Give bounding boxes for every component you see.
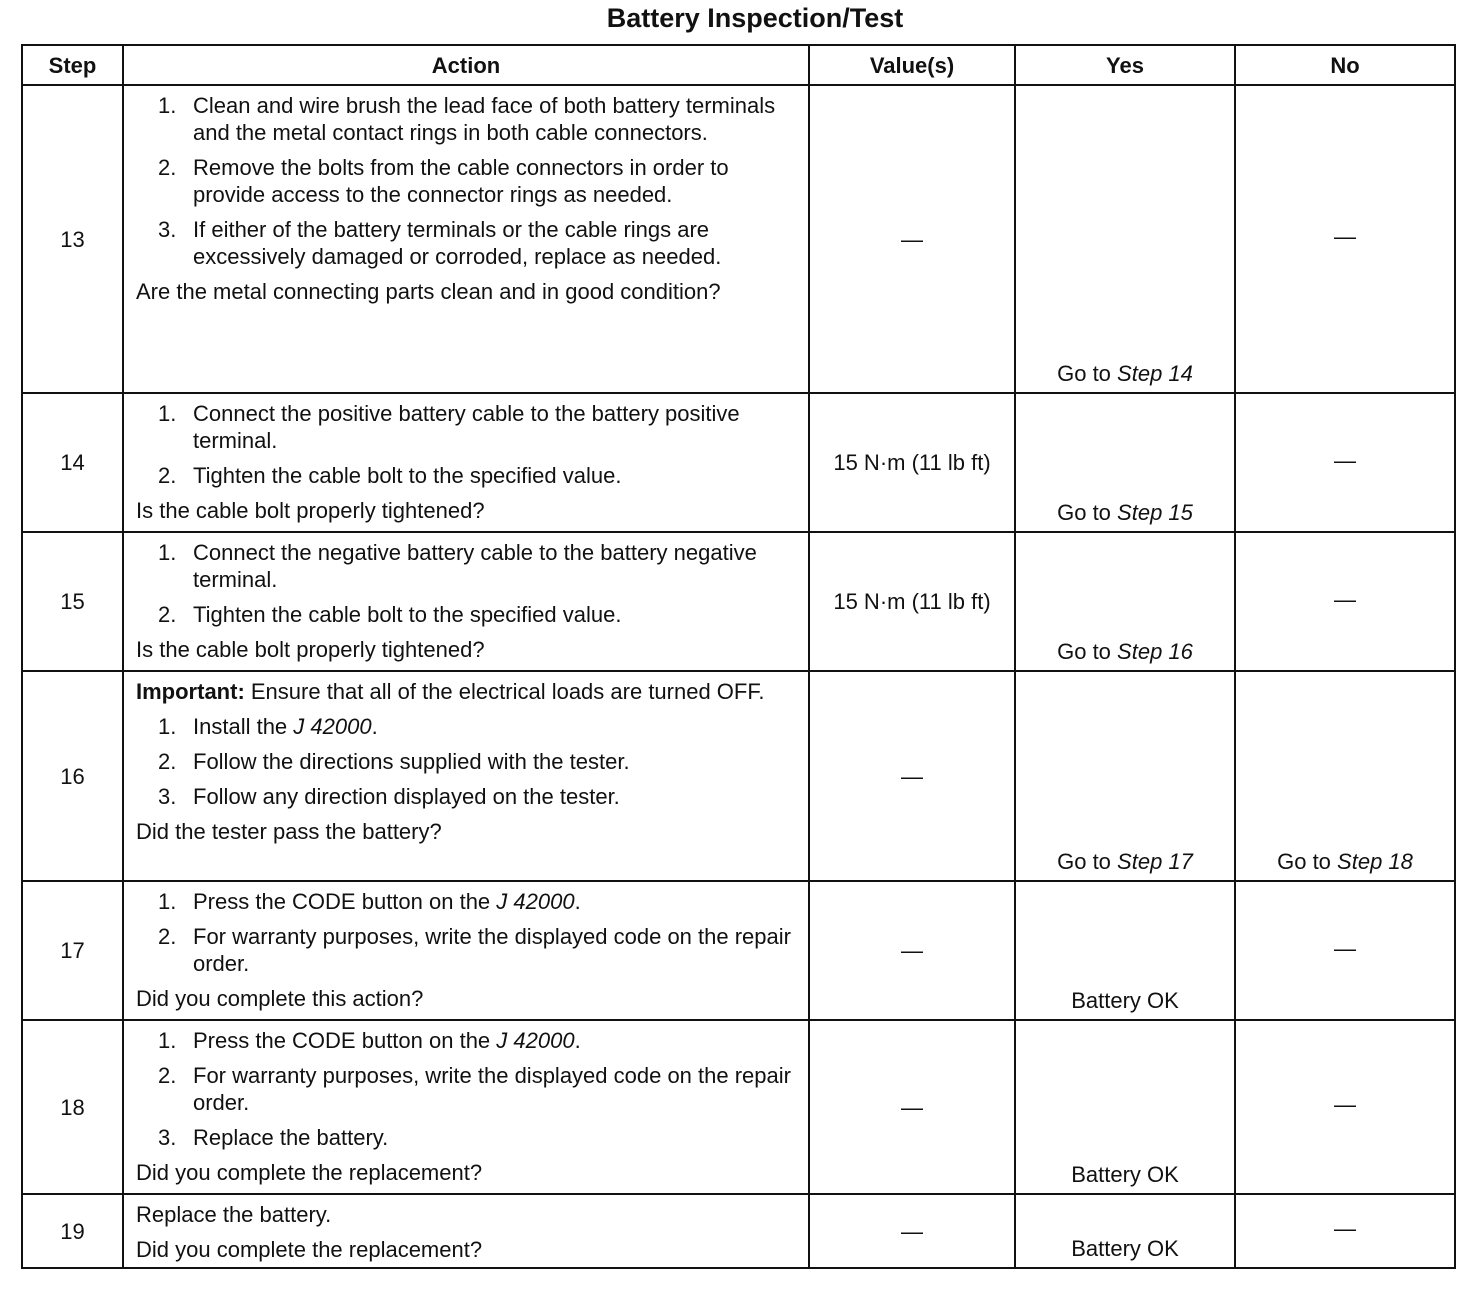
table-row xyxy=(22,671,1455,881)
substep-list xyxy=(136,92,800,270)
list-item: 2. Tighten the cable bolt to the specified value. xyxy=(158,463,622,488)
header-yes: Yes xyxy=(1015,45,1235,85)
step-number: 18 xyxy=(22,1020,123,1194)
yes-cell: Battery OK xyxy=(1015,881,1235,1020)
step-number: 14 xyxy=(22,393,123,532)
substep-list xyxy=(136,1027,800,1151)
action-cell xyxy=(123,671,809,881)
step-number: 16 xyxy=(22,671,123,881)
list-item: 3. If either of the battery terminals or the cable rings are excessively damaged or corroded, replace as needed. xyxy=(158,217,722,269)
step-number: 19 xyxy=(22,1194,123,1268)
no-cell: — xyxy=(1235,393,1455,532)
step-number: 17 xyxy=(22,881,123,1020)
list-item: 1. Press the CODE button on the J 42000. xyxy=(158,889,581,914)
question-text: Did the tester pass the battery? xyxy=(136,819,442,844)
yes-cell: Go to Step 15 xyxy=(1015,393,1235,532)
substep-list xyxy=(136,539,800,628)
yes-cell: Go to Step 16 xyxy=(1015,532,1235,671)
no-cell: — xyxy=(1235,532,1455,671)
header-step: Step xyxy=(22,45,123,85)
action-cell xyxy=(123,881,809,1020)
action-cell xyxy=(123,1020,809,1194)
no-cell: Go to Step 18 xyxy=(1235,671,1455,881)
list-item: 3. Follow any direction displayed on the tester. xyxy=(158,784,620,809)
no-cell: — xyxy=(1235,85,1455,393)
action-text: Replace the battery. xyxy=(136,1202,332,1227)
action-cell xyxy=(123,85,809,393)
value-cell: 15 N·m (11 lb ft) xyxy=(809,532,1015,671)
action-cell xyxy=(123,393,809,532)
question-text: Is the cable bolt properly tightened? xyxy=(136,637,485,662)
list-item: 1. Connect the negative battery cable to the battery negative terminal. xyxy=(158,540,757,592)
question-text: Is the cable bolt properly tightened? xyxy=(136,498,485,523)
list-item: 2. For warranty purposes, write the displayed code on the repair order. xyxy=(158,1063,791,1115)
no-cell: — xyxy=(1235,1020,1455,1194)
table-row xyxy=(22,1194,1455,1268)
yes-cell: Battery OK xyxy=(1015,1020,1235,1194)
table-row xyxy=(22,532,1455,671)
action-cell xyxy=(123,1194,809,1268)
value-cell: — xyxy=(809,671,1015,881)
list-item: 1. Install the J 42000. xyxy=(158,714,378,739)
table-row xyxy=(22,393,1455,532)
list-item: 3. Replace the battery. xyxy=(158,1125,389,1150)
list-item: 2. For warranty purposes, write the displayed code on the repair order. xyxy=(158,924,791,976)
table-row xyxy=(22,881,1455,1020)
question-text: Did you complete the replacement? xyxy=(136,1237,483,1262)
question-text: Are the metal connecting parts clean and in good condition? xyxy=(136,279,721,304)
value-cell: — xyxy=(809,1020,1015,1194)
step-number: 13 xyxy=(22,85,123,393)
no-cell: — xyxy=(1235,881,1455,1020)
yes-cell: Go to Step 14 xyxy=(1015,85,1235,393)
step-number: 15 xyxy=(22,532,123,671)
value-cell: 15 N·m (11 lb ft) xyxy=(809,393,1015,532)
list-item: 2. Follow the directions supplied with the tester. xyxy=(158,749,630,774)
value-cell: — xyxy=(809,1194,1015,1268)
question-text: Did you complete this action? xyxy=(136,986,424,1011)
list-item: 2. Remove the bolts from the cable connectors in order to provide access to the connector rings as needed. xyxy=(158,155,729,207)
list-item: 1. Press the CODE button on the J 42000. xyxy=(158,1028,581,1053)
header-no: No xyxy=(1235,45,1455,85)
question-text: Did you complete the replacement? xyxy=(136,1160,483,1185)
list-item: 2. Tighten the cable bolt to the specified value. xyxy=(158,602,622,627)
page-title: Battery Inspection/Test xyxy=(606,3,904,33)
action-cell xyxy=(123,532,809,671)
value-cell: — xyxy=(809,85,1015,393)
header-action: Action xyxy=(123,45,809,85)
substep-list xyxy=(136,888,800,977)
substep-list xyxy=(136,713,800,810)
substep-list xyxy=(136,400,800,489)
procedure-table xyxy=(21,44,1456,1269)
header-values: Value(s) xyxy=(809,45,1015,85)
list-item: 1. Connect the positive battery cable to the battery positive terminal. xyxy=(158,401,740,453)
value-cell: — xyxy=(809,881,1015,1020)
list-item: 1. Clean and wire brush the lead face of both battery terminals and the metal contact rings in both cable connectors. xyxy=(158,93,776,145)
header-row xyxy=(22,45,1455,85)
table-row xyxy=(22,1020,1455,1194)
important-note: Important: Ensure that all of the electrical loads are turned OFF. xyxy=(136,679,765,704)
table-row xyxy=(22,85,1455,393)
no-cell: — xyxy=(1235,1194,1455,1268)
yes-cell: Go to Step 17 xyxy=(1015,671,1235,881)
yes-cell: Battery OK xyxy=(1015,1194,1235,1268)
